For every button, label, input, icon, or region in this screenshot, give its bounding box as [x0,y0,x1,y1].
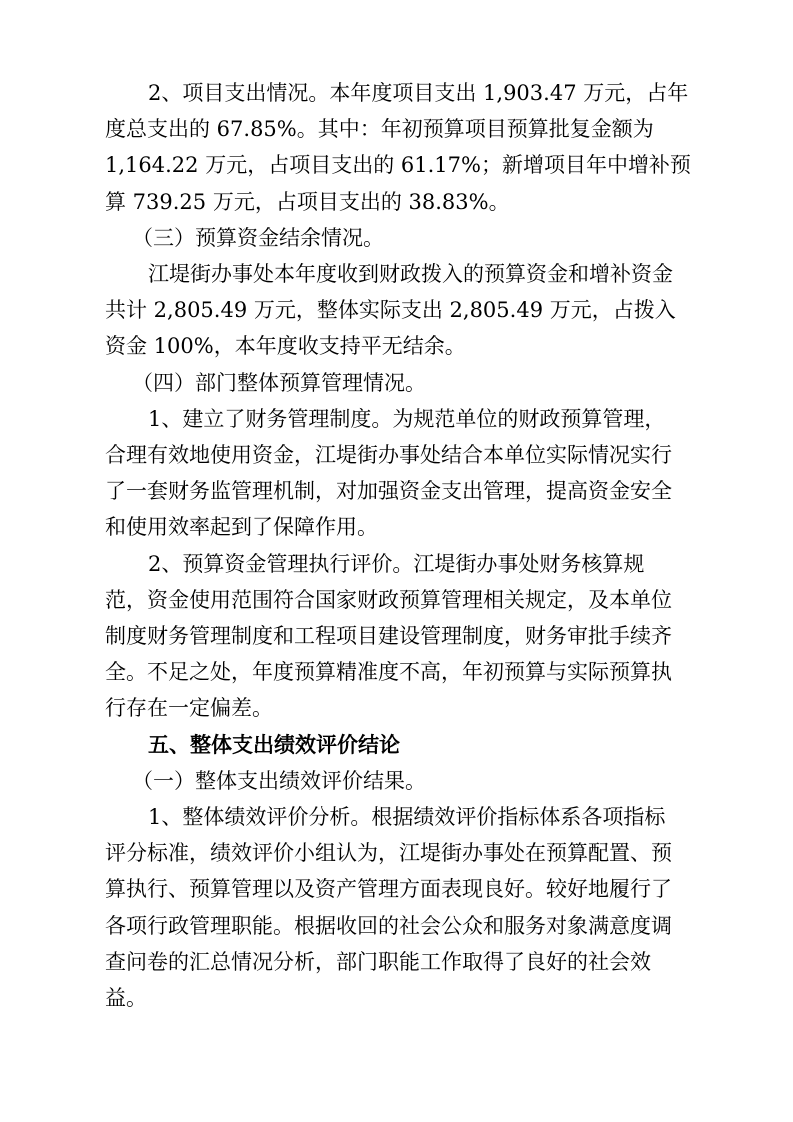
paragraph-budget-execution-line-1: 2、预算资金管理执行评价。江堤街办事处财务核算规 [148,551,645,576]
subheading-evaluation-result: （一）整体支出绩效评价结果。 [132,768,426,793]
paragraph-budget-execution-line-2: 范，资金使用范围符合国家财政预算管理相关规定，及本单位 [105,587,672,612]
paragraph-budget-balance-line-1: 江堤街办事处本年度收到财政拨入的预算资金和增补资金 [148,262,673,286]
subheading-budget-balance: （三）预算资金结余情况。 [132,225,384,250]
paragraph-project-expenditure-line-2: 度总支出的 67.85%。其中：年初预算项目预算批复金额为 [105,117,654,142]
paragraph-finance-system-line-2: 合理有效地使用资金，江堤街办事处结合本单位实际情况实行 [105,443,672,467]
section-heading-conclusion: 五、整体支出绩效评价结论 [148,732,400,757]
paragraph-overall-analysis-line-3: 算执行、预算管理以及资产管理方面表现良好。较好地履行了 [105,877,672,902]
paragraph-project-expenditure-line-4: 算 739.25 万元，占项目支出的 38.83%。 [105,189,510,214]
paragraph-project-expenditure-line-3: 1,164.22 万元，占项目支出的 61.17%；新增项目年中增补预 [105,153,691,178]
subheading-dept-budget-management: （四）部门整体预算管理情况。 [132,370,426,395]
paragraph-budget-execution-line-5: 行存在一定偏差。 [105,696,273,721]
paragraph-finance-system-line-3: 了一套财务监管理机制，对加强资金支出管理，提高资金安全 [105,479,672,504]
paragraph-budget-execution-line-3: 制度财务管理制度和工程项目建设管理制度，财务审批手续齐 [105,624,672,648]
paragraph-overall-analysis-line-4: 各项行政管理职能。根据收回的社会公众和服务对象满意度调 [105,913,672,938]
paragraph-budget-balance-line-2: 共计 2,805.49 万元，整体实际支出 2,805.49 万元，占拨入 [105,298,676,323]
paragraph-budget-execution-line-4: 全。不足之处，年度预算精准度不高，年初预算与实际预算执 [105,660,672,685]
paragraph-overall-analysis-line-6: 益。 [105,986,147,1010]
paragraph-overall-analysis-line-1: 1、整体绩效评价分析。根据绩效评价指标体系各项指标 [148,805,666,829]
paragraph-overall-analysis-line-5: 查问卷的汇总情况分析，部门职能工作取得了良好的社会效 [105,949,651,974]
paragraph-overall-analysis-line-2: 评分标准，绩效评价小组认为，江堤街办事处在预算配置、预 [105,841,672,866]
paragraph-budget-balance-line-3: 资金 100%，本年度收支持平无结余。 [105,334,466,359]
paragraph-finance-system-line-4: 和使用效率起到了保障作用。 [105,515,378,540]
paragraph-project-expenditure-line-1: 2、项目支出情况。本年度项目支出 1,903.47 万元，占年 [148,81,689,105]
paragraph-finance-system-line-1: 1、建立了财务管理制度。为规范单位的财政预算管理， [148,406,666,431]
